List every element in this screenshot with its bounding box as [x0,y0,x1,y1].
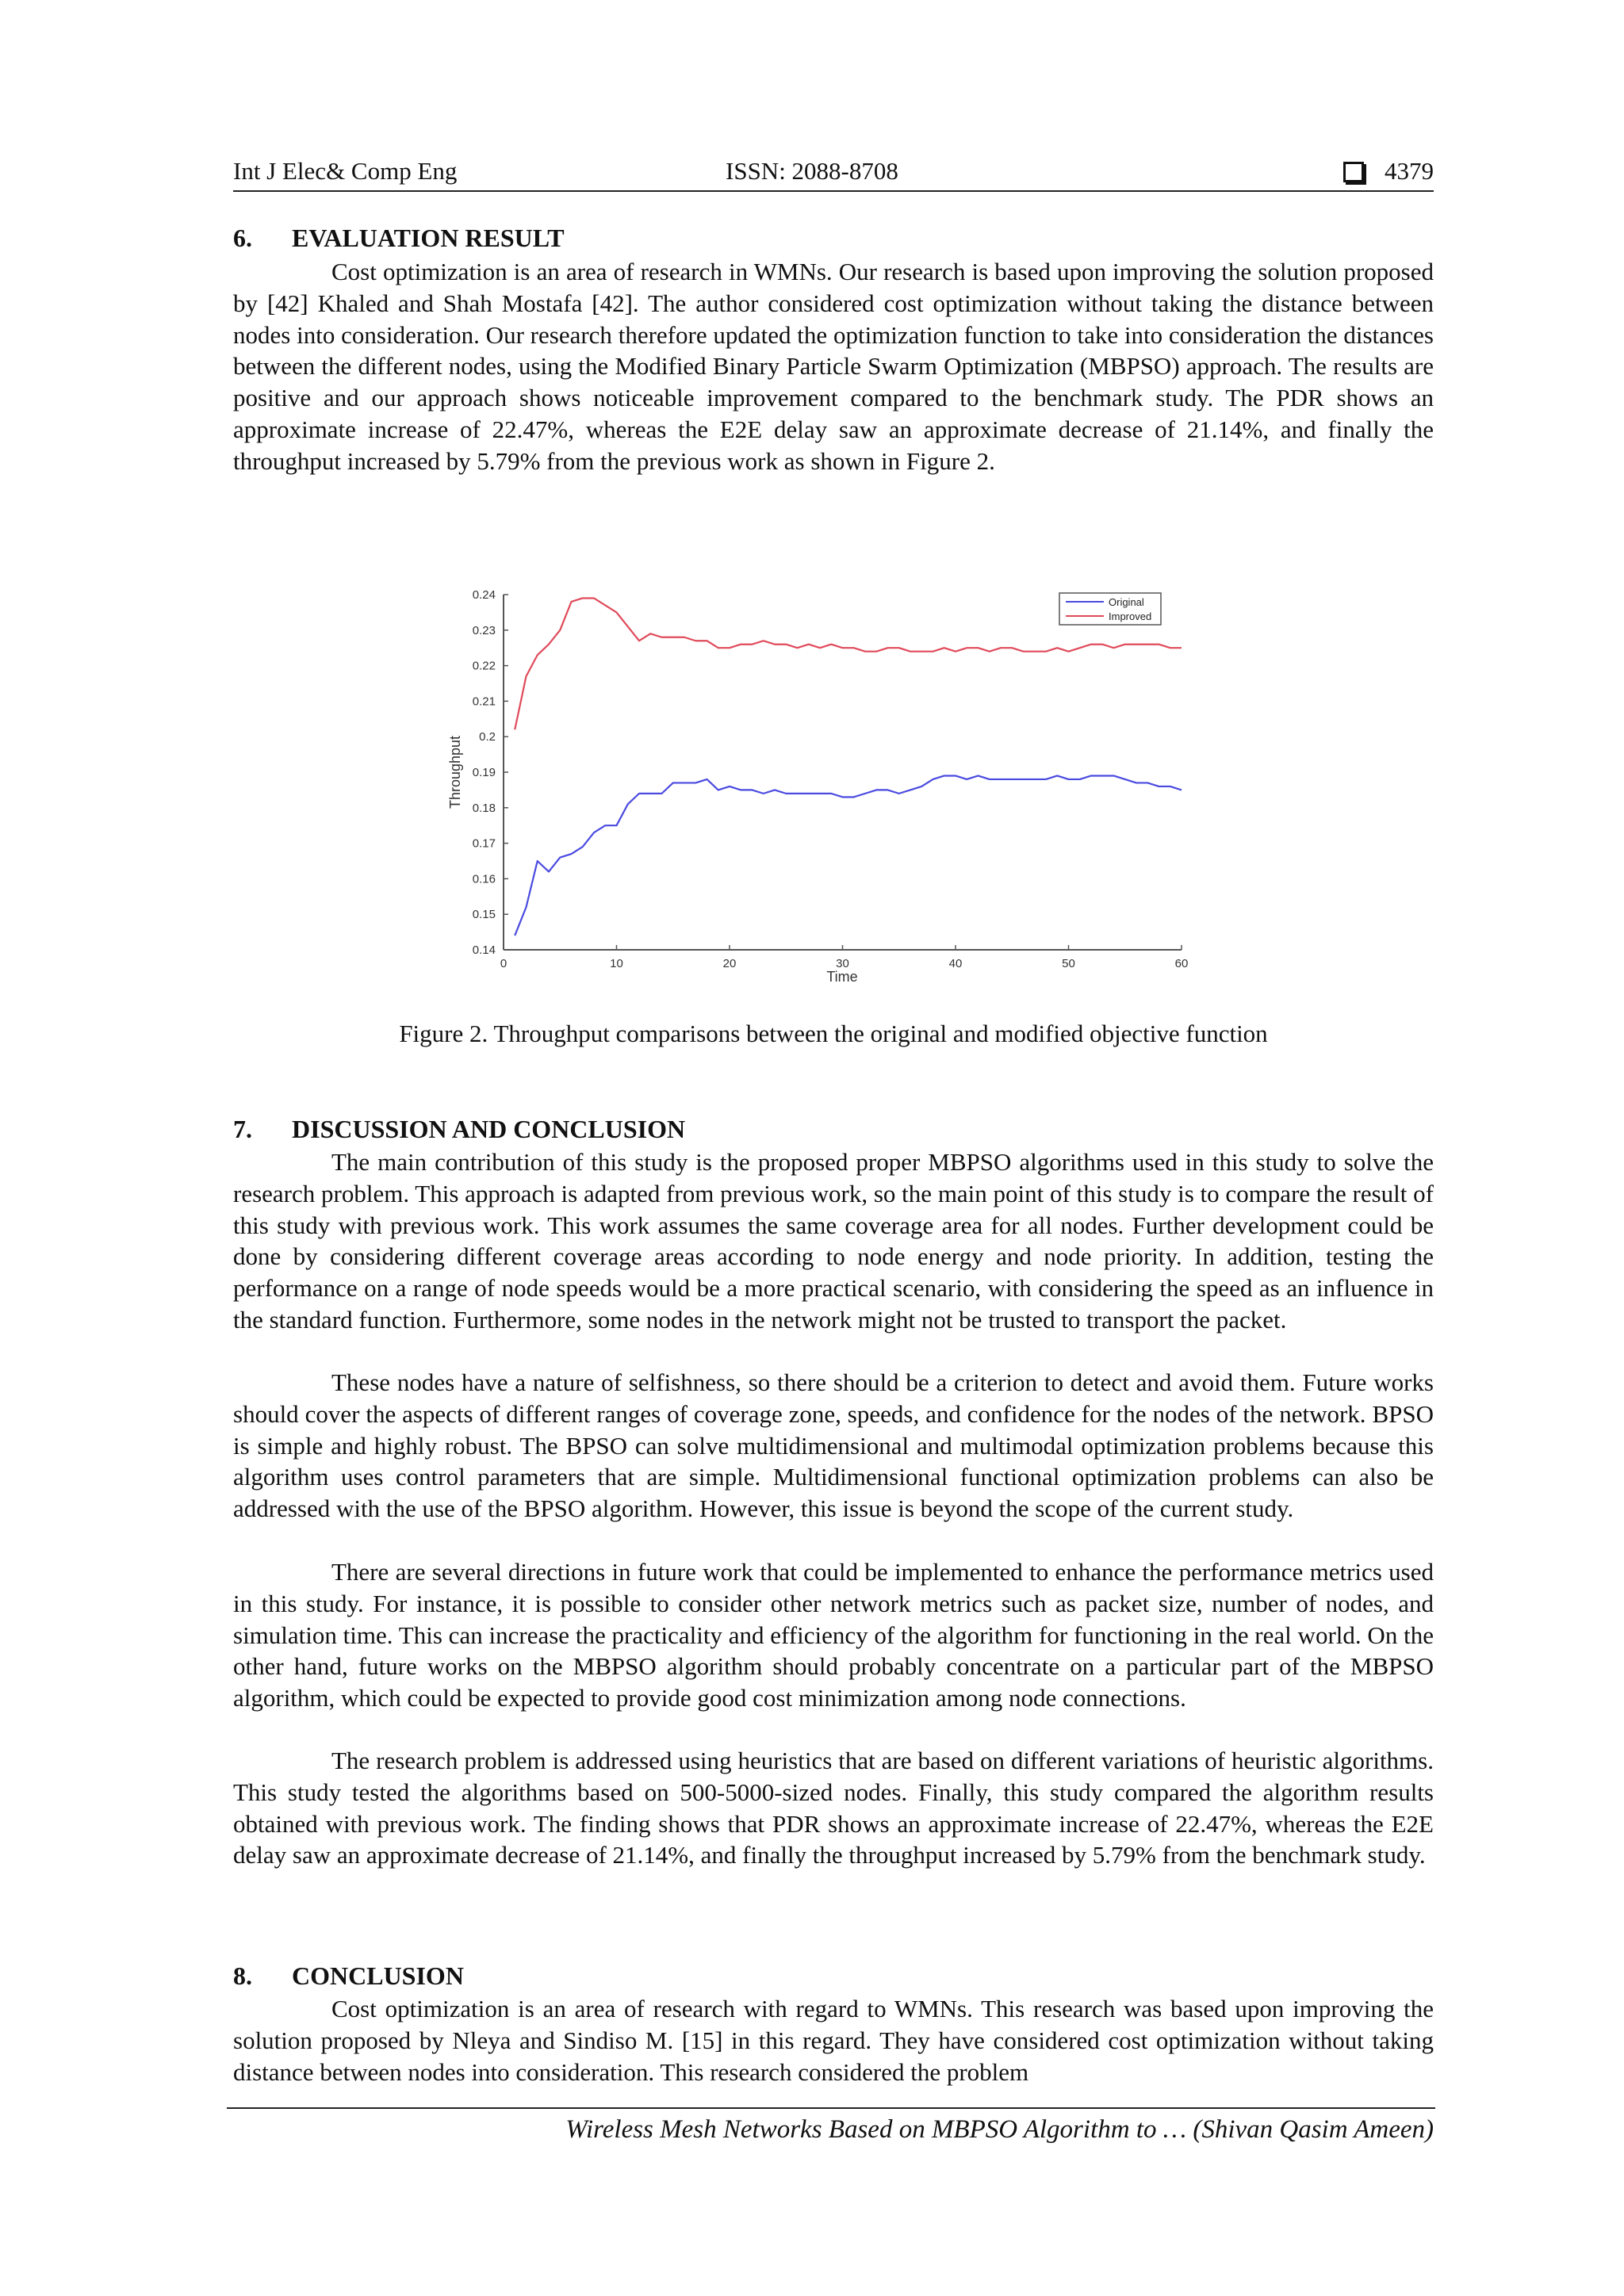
section-title: CONCLUSION [292,1961,464,1990]
section-7-paragraph-2: These nodes have a nature of selfishness, so there should be a criterion to detect and avoid them. Future works should cover the aspects of different ranges of coverage zone, speeds, and confidence for the nodes of the network. BPSO is simple and highly robust. The BPSO can solve multidimensional and multimodal optimization problems because this algorithm uses control parameters that are simple. Multidimensional functional optimization problems can also be addressed with the use of the BPSO algorithm. However, this issue is beyond the scope of the current study. [233,1368,1434,1523]
section-title: EVALUATION RESULT [292,224,565,252]
section-8-paragraph: Cost optimization is an area of research with regard to WMNs. This research was based upon improving the solution proposed by Nleya and Sindiso M. [15] in this regard. They have considered cost optimization without taking distance between nodes into consideration. This research considered the problem [233,1995,1434,2086]
section-title: DISCUSSION AND CONCLUSION [292,1115,686,1143]
page-number: 4379 [1385,157,1434,185]
issn: ISSN: 2088-8708 [726,157,898,185]
figure-2 [428,555,1221,999]
y-tick-label: 0.21 [472,695,496,709]
x-tick-label: 20 [722,957,737,970]
section-heading-6 [233,224,565,253]
section-heading-8 [233,1961,464,1991]
section-7-paragraph-1: The main contribution of this study is the proposed proper MBPSO algorithms used in this study to solve the research problem. This approach is adapted from previous work, so the main point of this study is to compare the result of this study with previous work. This work assumes the same coverage area for all nodes. Further development could be done by considering different coverage areas according to node energy and node priority. In addition, testing the performance on a range of node speeds would be a more practical scenario, with considering the speed as an influence in the standard function. Furthermore, some nodes in the network might not be trusted to transport the packet. [233,1148,1434,1334]
series-line-original [515,775,1182,936]
section-number: 6. [233,224,252,252]
y-tick-label: 0.22 [472,659,496,673]
y-tick-label: 0.18 [472,801,496,815]
legend-label-original: Original [1109,596,1144,608]
square-bullet-icon [1343,162,1364,182]
section-number: 8. [233,1961,252,1990]
footer-rule [227,2107,1435,2109]
y-tick-label: 0.2 [479,730,496,744]
x-tick-group [500,945,1189,970]
running-footer: Wireless Mesh Networks Based on MBPSO Algorithm to … (Shivan Qasim Ameen) [565,2115,1434,2144]
y-tick-label: 0.16 [472,872,496,886]
y-tick-label: 0.15 [472,908,496,922]
x-tick-label: 60 [1174,957,1189,970]
running-header [233,152,1434,192]
section-number: 7. [233,1115,252,1143]
journal-name: Int J Elec& Comp Eng [233,157,458,185]
section-7-paragraph-4: The research problem is addressed using heuristics that are based on different variations of heuristic algorithms. This study tested the algorithms based on 500-5000-sized nodes. Finally, this study compared the algorithm results obtained with previous work. The finding shows that PDR shows an approximate increase of 22.47%, whereas the E2E delay saw an approximate decrease of 21.14%, and finally the throughput increased by 5.79% from the benchmark study. [233,1747,1434,1869]
x-tick-label: 0 [500,957,508,970]
series-group [515,598,1182,936]
y-tick-label: 0.19 [472,766,496,779]
x-tick-label: 10 [610,957,623,970]
y-tick-label: 0.14 [472,943,496,957]
legend-label-improved: Improved [1109,610,1152,622]
section-7-paragraph-3: There are several directions in future work that could be implemented to enhance the performance metrics used in this study. For instance, it is possible to consider other network metrics such as packet size, number of nodes, and simulation time. This can increase the practicality and efficiency of the algorithm for functioning in the real world. On the other hand, future works on the MBPSO algorithm should probably concentrate on a particular part of the MBPSO algorithm, which could be expected to provide good cost minimization among node connections. [233,1558,1434,1712]
figure-caption: Figure 2. Throughput comparisons between the original and modified objective function [399,1020,1268,1047]
x-tick-label: 30 [836,957,849,970]
y-tick-label: 0.23 [472,623,496,637]
y-tick-label: 0.24 [472,588,496,602]
section-6-paragraph: Cost optimization is an area of research in WMNs. Our research is based upon improving the solution proposed by [42] Khaled and Shah Mostafa [42]. The author considered cost optimization without taking the distance between nodes into consideration. Our research therefore updated the optimization function to take into consideration the distances between the different nodes, using the Modified Binary Particle Swarm Optimization (MBPSO) approach. The results are positive and our approach shows noticeable improvement compared to the benchmark study. The PDR shows an approximate increase of 22.47%, whereas the E2E delay saw an approximate decrease of 21.14%, and finally the throughput increased by 5.79% from the previous work as shown in Figure 2. [233,258,1434,475]
y-axis-label: Throughput [447,735,463,809]
x-tick-label: 40 [948,957,963,970]
section-heading-7 [233,1115,685,1144]
x-axis-label: Time [826,969,858,985]
throughput-chart [428,555,1221,999]
x-tick-label: 50 [1062,957,1075,970]
y-tick-label: 0.17 [472,836,496,851]
chart-legend [1059,593,1161,625]
